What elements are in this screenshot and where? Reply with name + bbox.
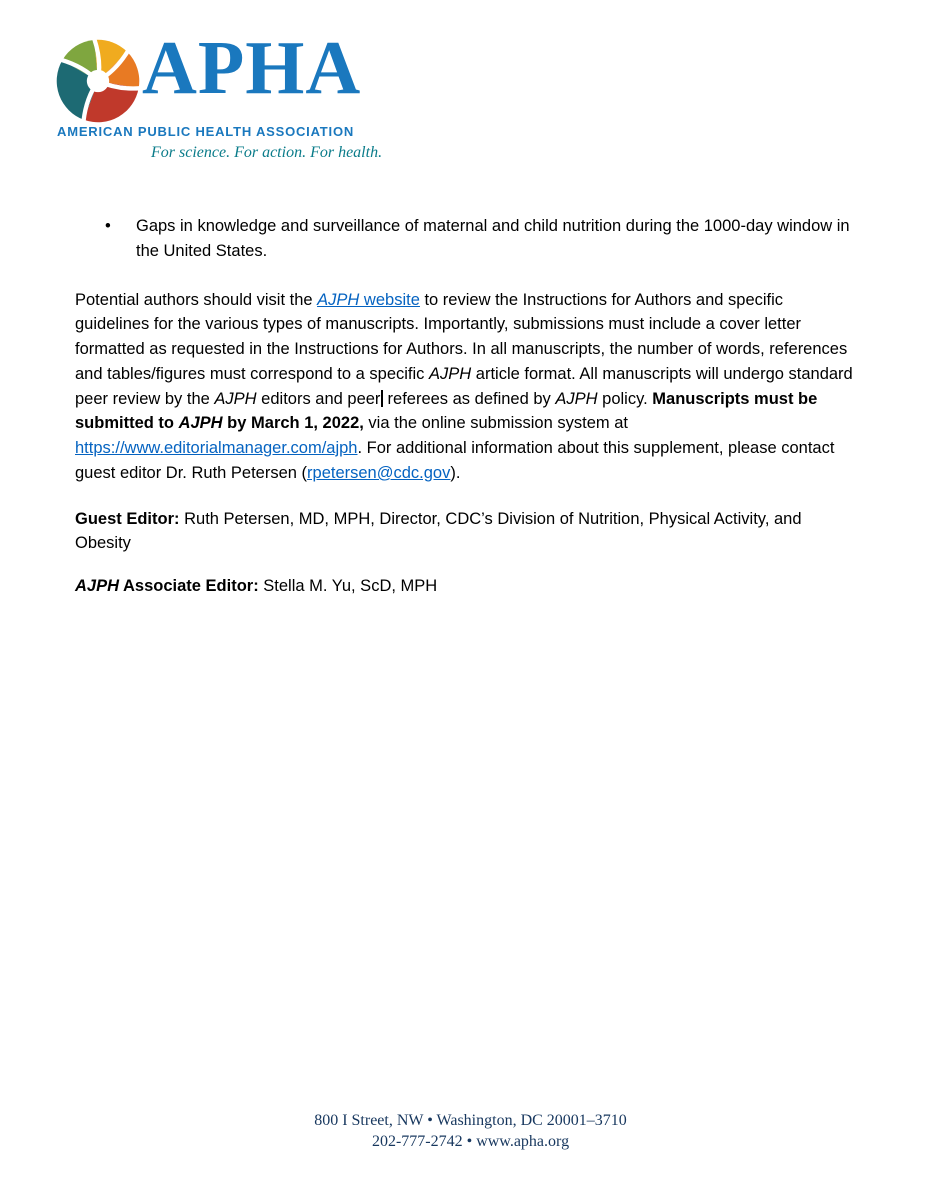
org-name: AMERICAN PUBLIC HEALTH ASSOCIATION <box>57 124 355 139</box>
text-segment: AJPH <box>214 389 257 408</box>
text-segment: policy. <box>597 389 653 408</box>
text-segment: to review the Instructions for Authors and specific guidelines for the various types of manuscripts. Importantly, submissions must include a cover letter formatted as requested in the Instructions for Authors. In all manuscripts, the number of words, references and tables/figures must correspond to a specific <box>75 290 848 383</box>
text-segment: . For additional information about this supplement, please contact guest editor Dr. Ruth Petersen ( <box>75 439 835 482</box>
guest-editor-label: Guest Editor: <box>75 509 180 528</box>
link-text: website <box>359 290 420 309</box>
text-segment: AJPH <box>429 364 472 383</box>
text-segment: by March 1, 2022, <box>222 414 364 433</box>
bullet-item <box>75 214 853 264</box>
document-body <box>75 214 853 617</box>
text-segment: AJPH <box>555 389 598 408</box>
associate-editor-text: Stella M. Yu, ScD, MPH <box>258 577 438 595</box>
page-footer <box>0 1110 941 1152</box>
link-text: https://www.editorialmanager.com/ajph <box>75 439 358 457</box>
body-paragraph <box>75 288 853 486</box>
link-text: rpetersen@cdc.gov <box>307 463 451 482</box>
guest-editor-line <box>75 507 853 557</box>
text-segment: editors and peer <box>256 389 381 408</box>
apha-wordmark: APHA <box>142 26 362 110</box>
guest-editor-text: Ruth Petersen, MD, MPH, Director, CDC’s Division of Nutrition, Physical Activity, and Obesity <box>75 509 802 553</box>
footer-address: 800 I Street, NW • Washington, DC 20001–3710 <box>314 1112 627 1129</box>
text-segment: referees as defined by <box>382 389 556 408</box>
text-segment: AJPH <box>178 414 223 433</box>
apha-pinwheel-icon <box>55 38 141 124</box>
associate-editor-line <box>75 574 853 599</box>
text-segment: Potential authors should visit the <box>75 290 318 309</box>
text-segment: Manuscripts must be submitted to <box>75 389 818 433</box>
link-text: AJPH <box>317 290 360 309</box>
editorial-manager-link[interactable] <box>75 439 357 457</box>
footer-contact: 202-777-2742 • www.apha.org <box>371 1133 570 1150</box>
email-link[interactable] <box>307 464 450 482</box>
associate-editor-label-ajph: AJPH <box>75 577 120 595</box>
text-segment: via the online submission system at <box>363 414 628 433</box>
text-segment: article format. All manuscripts will undergo standard peer review by the <box>75 364 853 408</box>
associate-editor-label: Associate Editor: <box>119 577 259 595</box>
bullet-marker: • <box>105 217 111 235</box>
text-segment: ). <box>450 463 461 482</box>
bullet-text: Gaps in knowledge and surveillance of maternal and child nutrition during the 1000-day window in the United States. <box>136 217 850 260</box>
tagline: For science. For action. For health. <box>151 144 383 161</box>
ajph-website-link[interactable] <box>317 291 420 309</box>
